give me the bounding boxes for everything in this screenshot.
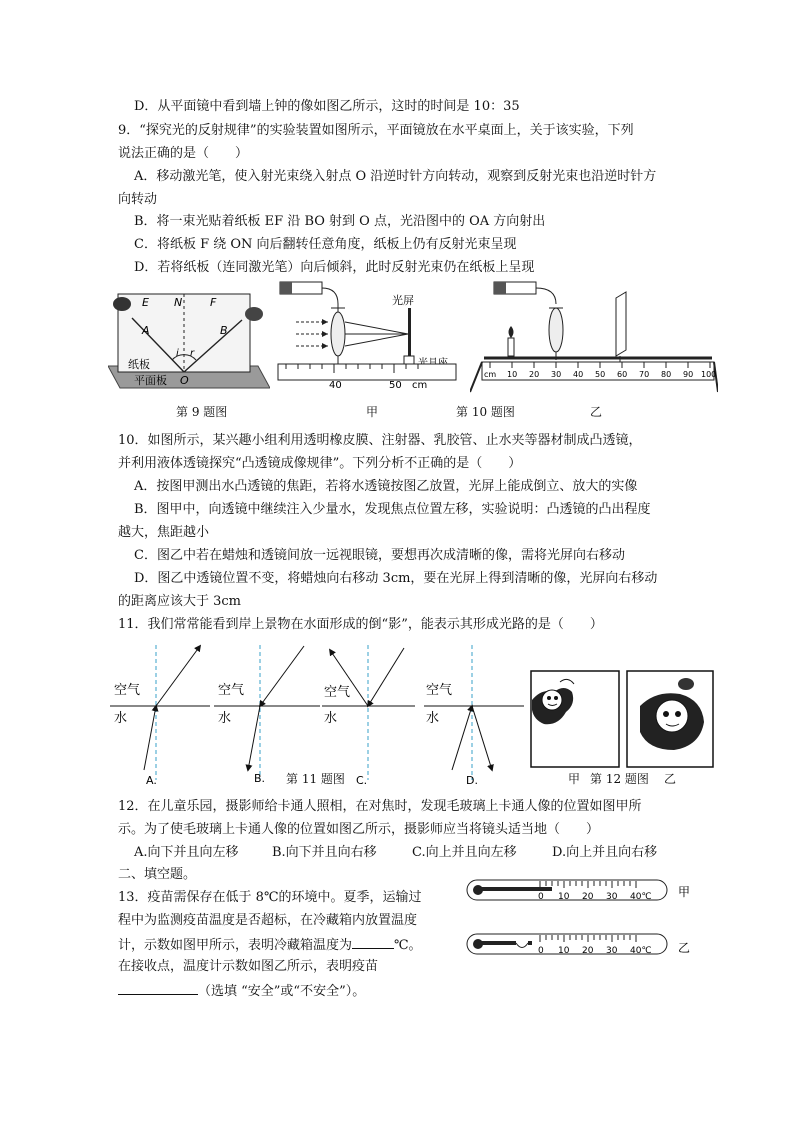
q12-option-d: D.向上并且向右移 [552,845,658,860]
fig9-label-f: F [210,296,217,309]
fig11-water-c: 水 [324,711,338,726]
fig9-label-b: B [220,324,228,337]
fig10-yi-tick-70: 70 [639,370,650,379]
fig10-yi-tick-100: 100 [701,370,717,379]
therm-yi-tick-40: 40℃ [630,946,652,956]
fig11-option-a-diagram [110,645,210,787]
q10-stem-line2: 并利用液体透镜探究“凸透镜成像规律”。下列分析不正确的是（ ） [118,456,522,471]
fig9-label-a: A [142,324,150,337]
q12-option-c: C.向上并且向左移 [412,845,517,860]
fig10-yi-tick-90: 90 [683,370,694,379]
fig11-air-b: 空气 [218,683,245,698]
q8-option-d: D．从平面镜中看到墙上钟的像如图乙所示，这时的时间是 10：35 [134,99,520,114]
q12-stem-line2: 示。为了使毛玻璃上卡通人像的位置如图乙所示，摄影师应当将镜头适当地（ ） [118,822,600,837]
fig11-water-d: 水 [426,711,440,726]
q12-option-a: A.向下并且向左移 [134,845,239,860]
q10-stem-line1: 10．如图所示，某兴趣小组利用透明橡皮膜、注射器、乳胶管、止水夹等器材制成凸透镜， [118,433,642,448]
fig9-label-n: N [174,296,183,309]
q10-option-b-line1: B．图甲中，向透镜中继续注入少量水，发现焦点位置左移，实验说明：凸透镜的凸出程度 [134,502,651,517]
fig9-mirror-label: 平面板 [134,374,167,387]
q13-thermometer-jia [466,878,696,908]
fig11-air-a: 空气 [114,683,141,698]
fig11-air-c: 空气 [324,685,351,700]
q10-option-b-line2: 越大，焦距越小 [118,525,210,540]
q13-line4: 在接收点，温度计示数如图乙所示，表明疫苗 [118,959,379,974]
fig11-label-c: C. [356,774,368,787]
fig10-yi-tick-30: 30 [551,370,562,379]
therm-yi-tick-10: 10 [558,946,570,956]
q9-option-b: B．将一束光贴着纸板 EF 沿 BO 射到 O 点，光沿图中的 OA 方向射出 [134,214,546,229]
therm-yi-tick-20: 20 [582,946,594,956]
q13-answer-blank-2[interactable] [118,981,198,995]
fig10-yi-tick-80: 80 [661,370,672,379]
fig11-option-c-diagram [322,645,415,787]
fig9-label-i: i [176,348,179,359]
fig11-water-b: 水 [218,711,232,726]
q12-stem-line1: 12．在儿童乐园，摄影师给卡通人照相，在对焦时，发现毛玻璃上卡通人像的位置如图甲所 [118,799,642,814]
fig11-water-a: 水 [114,711,128,726]
q13-thermometer-yi [466,932,696,962]
fig11-option-b-diagram [214,645,320,785]
fig11-option-d-diagram [424,645,524,787]
fig9-label-o: O [180,374,189,387]
section-fill-in-heading: 二、填空题。 [118,867,197,882]
fig11-label-b: B. [254,772,266,785]
q12-option-b: B.向下并且向右移 [272,845,377,860]
q10-option-d-line1: D．图乙中透镜位置不变，将蜡烛向右移动 3cm，要在光屏上得到清晰的像，光屏向右移动 [134,571,658,586]
q13-line2: 程中为监测疫苗温度是否超标，在冷藏箱内放置温度 [118,913,418,928]
fig10-screen-label: 光屏 [392,294,414,307]
therm-yi-tick-30: 30 [606,946,618,956]
fig10-yi-tick-10: 10 [507,370,518,379]
fig12-yi-frame [626,670,714,768]
therm-jia-tick-30: 30 [606,892,618,902]
q13-line1: 13．疫苗需保存在低于 8℃的环境中。夏季，运输过 [118,890,422,905]
fig10-yi-tick-50: 50 [595,370,606,379]
fig9-reflection-diagram [108,284,270,396]
fig11-label-d: D. [466,774,478,787]
fig11-caption: 第 11 题图 [286,772,345,786]
therm-jia-tick-20: 20 [582,892,594,902]
q9-option-d: D．若将纸板（连同激光笔）向后倾斜，此时反射光束仍在纸板上呈现 [134,260,535,275]
fig10-caption: 第 10 题图 [456,405,515,419]
q9-stem-line2: 说法正确的是（ ） [118,146,249,161]
therm-jia-tick-40: 40℃ [630,892,652,902]
q13-line3 [118,935,422,954]
fig10-yi-tick-cm: cm [484,370,497,379]
q9-option-a-line1: A．移动激光笔，使入射光束绕入射点 O 沿逆时针方向转动，观察到反射光束也沿逆时针方 [134,169,657,184]
therm-jia-label: 甲 [678,885,691,899]
therm-jia-tick-0: 0 [538,892,544,902]
q9-option-c: C．将纸板 F 绕 ON 向后翻转任意角度，纸板上仍有反射光束呈现 [134,237,517,252]
fig9-label-r: r [190,348,195,359]
q13-answer-blank-1[interactable] [352,935,394,949]
fig9-board-label: 纸板 [128,358,150,371]
therm-yi-tick-0: 0 [538,946,544,956]
q11-stem: 11．我们常常能看到岸上景物在水面形成的倒“影”，能表示其形成光路的是（ ） [118,617,603,632]
fig10-jia-caption: 甲 [366,405,379,419]
fig10-yi-tick-40: 40 [573,370,584,379]
fig9-label-e: E [142,296,149,309]
q9-option-a-line2: 向转动 [118,192,158,207]
q10-option-a: A．按图甲测出水凸透镜的焦距，若将水透镜按图乙放置，光屏上能成倒立、放大的实像 [134,479,638,494]
fig10-tick-50: 50 [389,380,402,390]
q9-stem-line1: 9．“探究光的反射规律”的实验装置如图所示，平面镜放在水平桌面上，关于该实验，下列 [118,123,634,138]
fig11-air-d: 空气 [426,683,453,698]
fig10-yi-diagram [470,280,718,396]
therm-yi-label: 乙 [678,941,691,955]
therm-jia-tick-10: 10 [558,892,570,902]
q13-line5 [118,981,365,1000]
fig10-yi-caption: 乙 [590,405,603,419]
fig10-yi-tick-20: 20 [529,370,540,379]
q10-option-d-line2: 的距离应该大于 3cm [118,594,242,609]
fig12-yi-label: 乙 [664,772,677,786]
fig12-caption: 第 12 题图 [590,772,649,786]
fig9-caption: 第 9 题图 [176,405,228,419]
q13-line3-prefix: 计，示数如图甲所示，表明冷藏箱温度为 [118,938,353,953]
fig12-jia-label: 甲 [568,772,581,786]
fig12-jia-frame [530,670,620,768]
fig10-yi-tick-60: 60 [617,370,628,379]
q13-line3-suffix: ℃。 [394,938,422,953]
fig11-label-a: A. [146,774,157,787]
q13-line5-text: （选填 “安全”或“不安全”）。 [198,984,366,999]
q10-option-c: C．图乙中若在蜡烛和透镜间放一远视眼镜，要想再次成清晰的像，需将光屏向右移动 [134,548,625,563]
fig10-cm-label: cm [412,380,428,390]
fig10-jia-diagram [276,280,460,390]
fig11-light-path-options [110,640,530,790]
fig10-tick-40: 40 [329,380,342,390]
